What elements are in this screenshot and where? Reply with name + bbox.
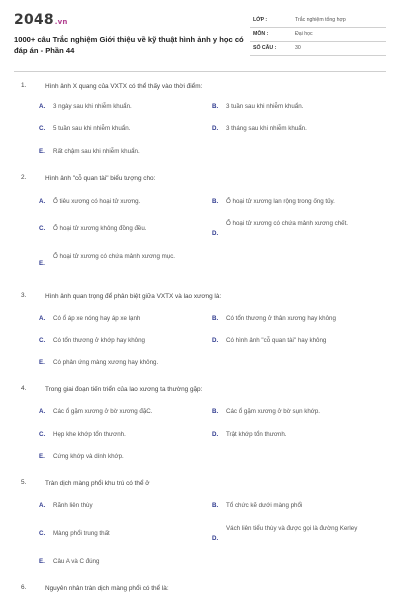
- answer-text: Màng phổi trung thất: [53, 530, 110, 537]
- answer-letter: B.: [212, 408, 219, 415]
- answer-text: Ổ hoại tử xương không đồng đều.: [53, 225, 147, 232]
- answer-text: Ổ hoại tử xương có chứa mảnh xương chết.: [226, 220, 349, 227]
- answer-letter: C.: [39, 337, 46, 344]
- answer-text: 3 tuần sau khi nhiễm khuẩn.: [226, 103, 304, 110]
- question-text: Tràn dịch màng phổi khu trú có thể ở: [45, 480, 150, 487]
- answer-text: Có tổn thương ở khớp hay không: [53, 337, 145, 344]
- answer-text: Các ổ gặm xương ở bờ xương đặC.: [53, 408, 153, 415]
- document-header: [14, 12, 386, 62]
- answer-letter: B.: [212, 315, 219, 322]
- question-number: 6.: [21, 584, 27, 591]
- answer-text: Cứng khớp và dính khớp.: [53, 453, 124, 460]
- answer-letter: D.: [212, 337, 219, 344]
- site-logo[interactable]: [14, 12, 68, 28]
- answer-letter: A.: [39, 198, 46, 205]
- answer-letter: E.: [39, 260, 45, 267]
- answer-text: Hẹp khe khớp tổn thươnh.: [53, 431, 126, 438]
- answer-letter: E.: [39, 453, 45, 460]
- answer-text: Ổ tiêu xương có hoại tử xương.: [53, 198, 141, 205]
- logo-suffix-text: .vn: [54, 18, 68, 26]
- answer-text: 5 tuần sau khi nhiễm khuẩn.: [53, 125, 131, 132]
- meta-label: SỐ CÂU :: [253, 45, 277, 51]
- question-number: 2.: [21, 174, 27, 181]
- meta-table: [250, 14, 386, 56]
- meta-row-count: [250, 42, 386, 56]
- meta-label: MÔN :: [253, 31, 269, 37]
- question-text: Hình ảnh quan trọng để phân biệt giữa VXTX và lao xương là:: [45, 293, 222, 300]
- answer-text: Có tổn thương ở thân xương hay không: [226, 315, 336, 322]
- answer-text: Ổ hoại tử xương lan rộng trong ống tủy.: [226, 198, 335, 205]
- answer-letter: D.: [212, 431, 219, 438]
- answer-letter: A.: [39, 502, 46, 509]
- answer-text: Ổ hoại tử xương có chứa mảnh xương mục.: [53, 253, 176, 260]
- answer-text: 3 ngày sau khi nhiễm khuẩn.: [53, 103, 132, 110]
- answer-text: Tổ chức kẽ dưới màng phổi: [226, 502, 303, 509]
- answer-text: Có phản ứng màng xương hay không.: [53, 359, 159, 366]
- meta-row-subject: [250, 28, 386, 42]
- meta-value: Đại học: [295, 31, 313, 37]
- answer-text: Có hình ảnh "cỗ quan tài" hay không: [226, 337, 327, 344]
- answer-letter: C.: [39, 125, 46, 132]
- answer-letter: B.: [212, 198, 219, 205]
- answer-text: 3 tháng sau khi nhiễm khuẩn.: [226, 125, 307, 132]
- meta-value: 30: [295, 45, 301, 51]
- answer-letter: A.: [39, 408, 46, 415]
- meta-label: LỚP :: [253, 17, 268, 23]
- answer-letter: D.: [212, 125, 219, 132]
- answer-letter: C.: [39, 431, 46, 438]
- answer-letter: A.: [39, 103, 46, 110]
- question-number: 1.: [21, 82, 27, 89]
- question-text: Trong giai đoạn tiến triển của lao xương ta thường gặp:: [45, 386, 203, 393]
- document-title: 1000+ câu Trắc nghiệm Giới thiệu về kỹ thuật hình ảnh y học có đáp án - Phần 44: [14, 35, 244, 55]
- meta-value: Trắc nghiệm tổng hợp: [295, 17, 346, 23]
- answer-letter: A.: [39, 315, 46, 322]
- question-number: 4.: [21, 385, 27, 392]
- answer-letter: E.: [39, 359, 45, 366]
- answer-letter: E.: [39, 148, 45, 155]
- header-divider: [14, 71, 386, 72]
- answer-text: Có ổ áp xe nóng hay áp xe lạnh: [53, 315, 141, 322]
- meta-row-class: [250, 14, 386, 28]
- answer-letter: D.: [212, 535, 219, 542]
- answer-text: Rất chậm sau khi nhiễm khuẩn.: [53, 148, 140, 155]
- answer-letter: B.: [212, 502, 219, 509]
- answer-text: Rãnh liên thùy: [53, 502, 93, 509]
- answer-letter: E.: [39, 558, 45, 565]
- question-number: 3.: [21, 292, 27, 299]
- question-text: Hình ảnh "cỗ quan tài" biểu tượng cho:: [45, 175, 156, 182]
- answer-letter: C.: [39, 530, 46, 537]
- answer-letter: D.: [212, 230, 219, 237]
- answer-text: Câu A và C đúng: [53, 558, 100, 565]
- answer-letter: B.: [212, 103, 219, 110]
- answer-text: Trật khớp tổn thươnh.: [226, 431, 287, 438]
- question-text: Hình ảnh X quang của VXTX có thể thấy vào thời điểm:: [45, 83, 203, 90]
- answer-letter: C.: [39, 225, 46, 232]
- logo-main-text: 2048: [14, 12, 54, 28]
- answer-text: Các ổ gặm xương ở bờ sụn khớp.: [226, 408, 320, 415]
- question-text: Nguyên nhân tràn dịch màng phổi có thể là:: [45, 585, 169, 592]
- question-number: 5.: [21, 479, 27, 486]
- answer-text: Vách liên tiểu thùy và được gọi là đường Kerley: [226, 525, 358, 532]
